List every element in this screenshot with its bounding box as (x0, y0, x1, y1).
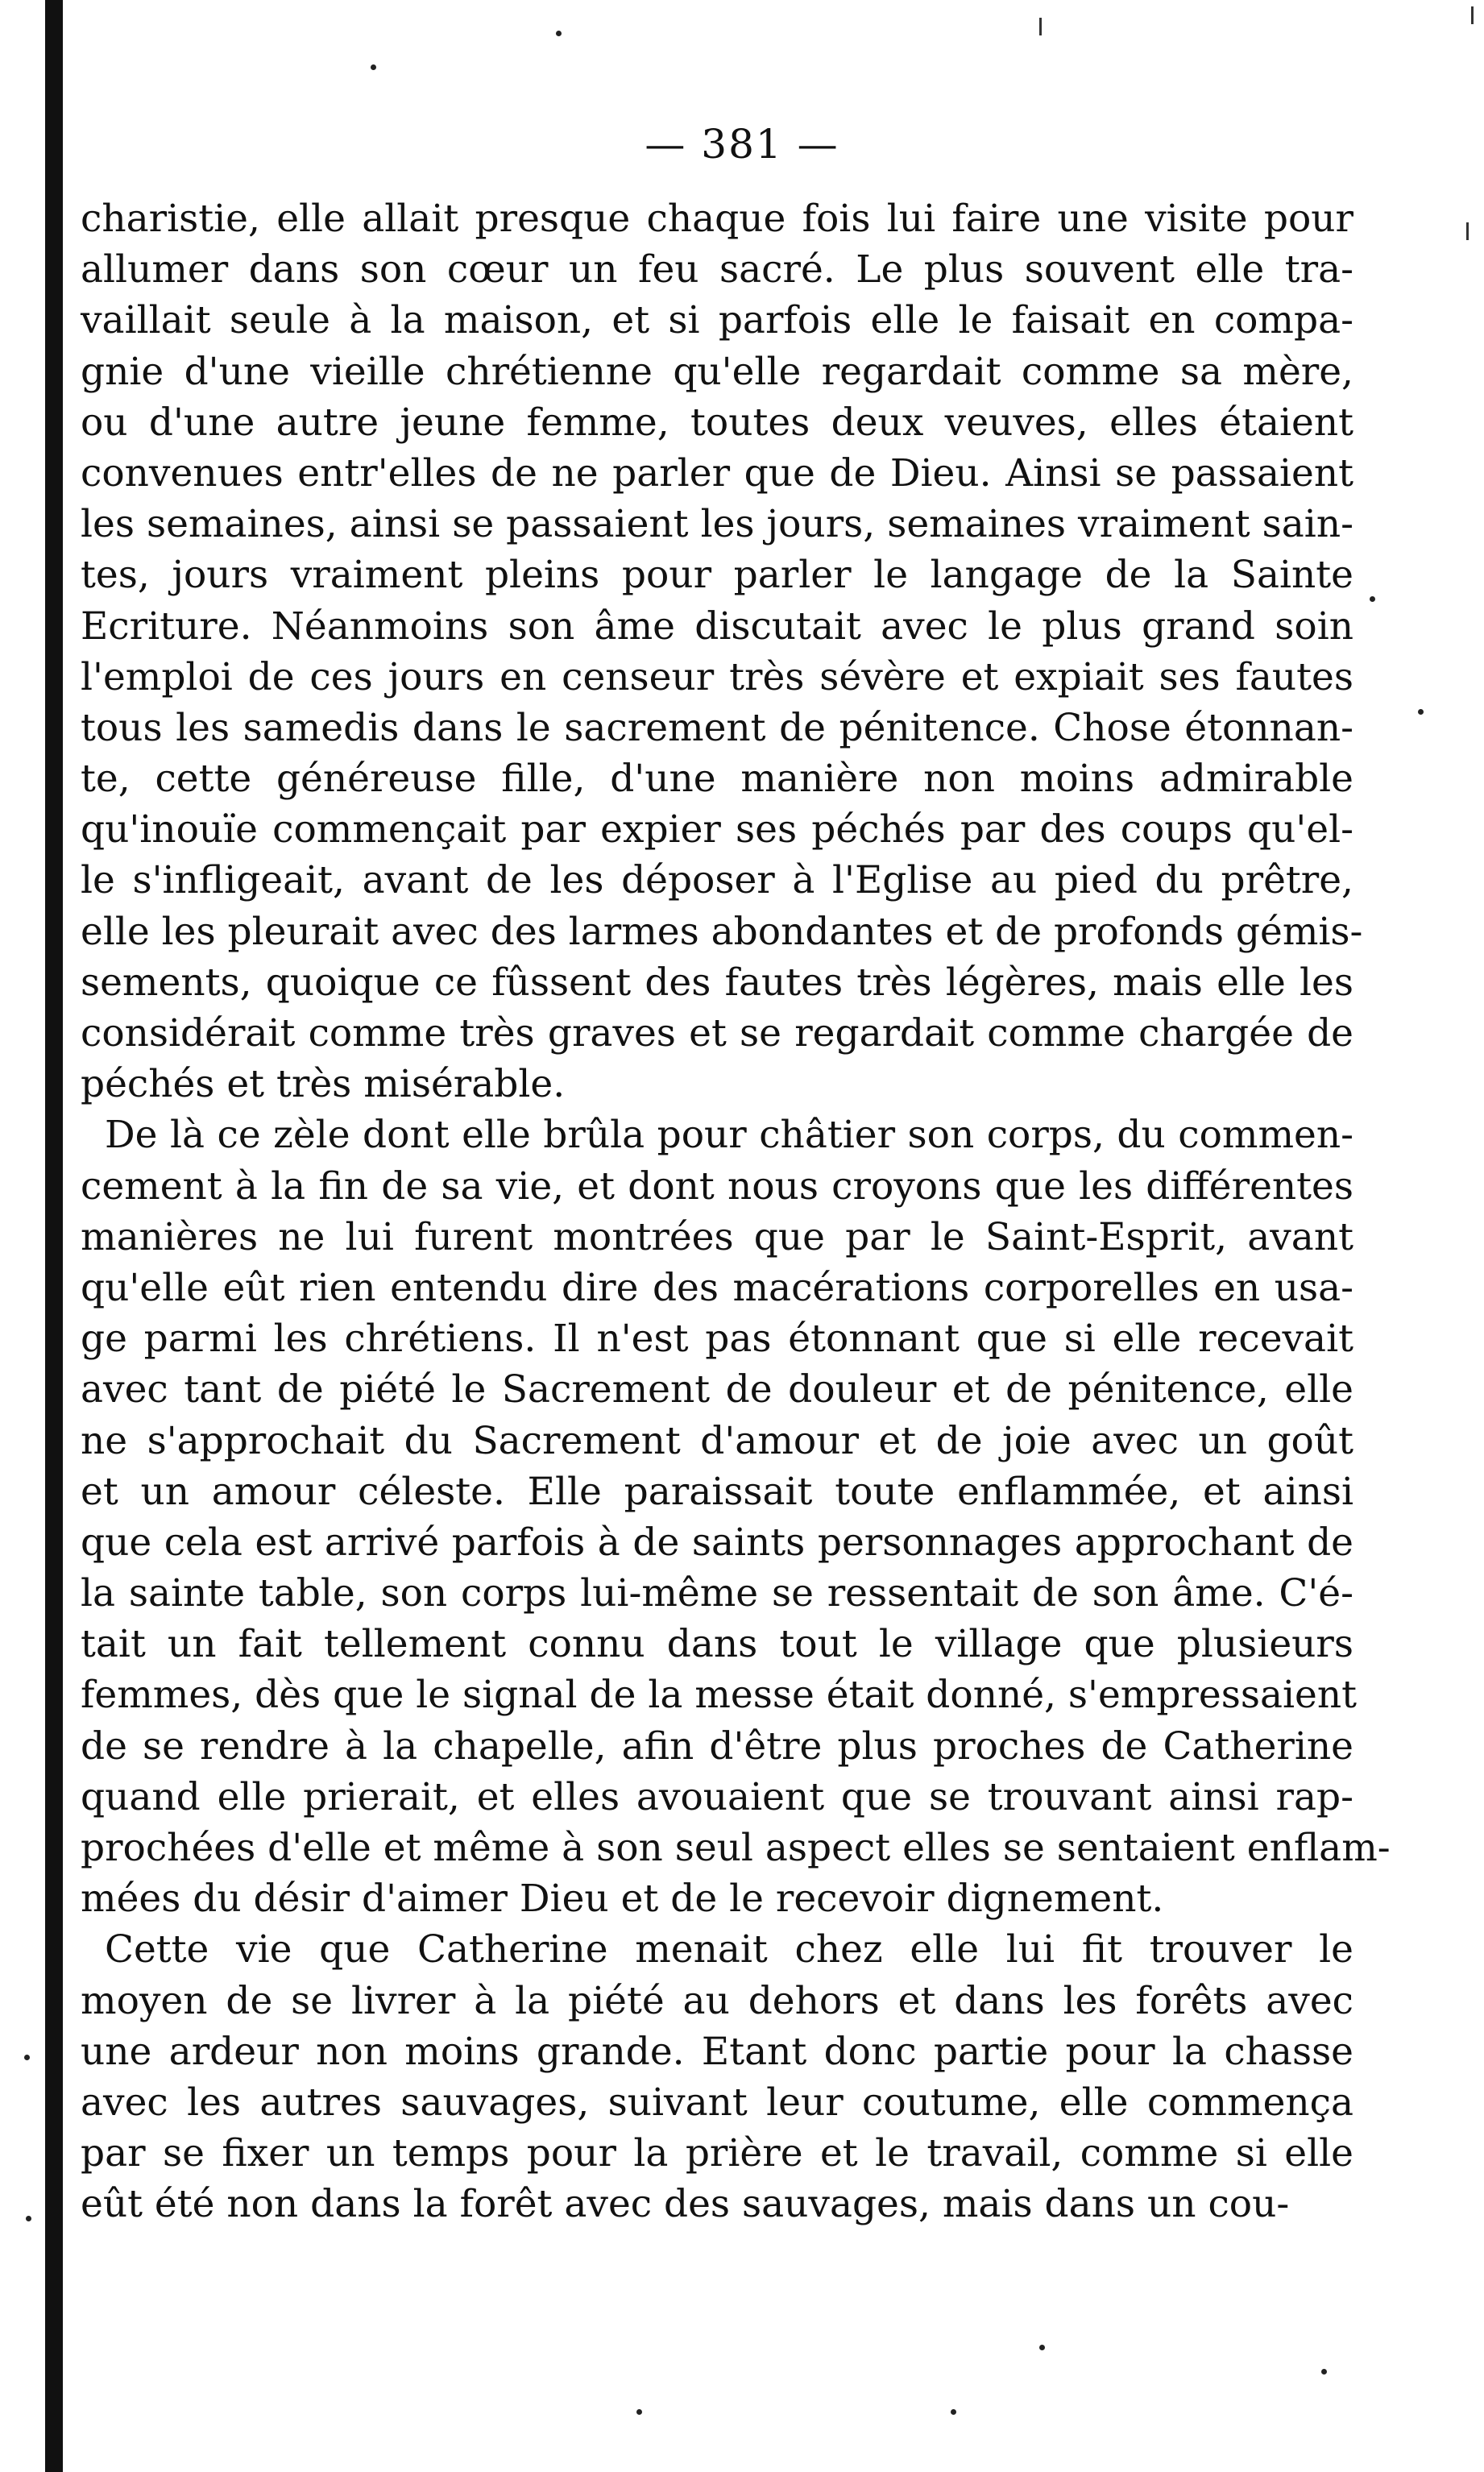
text-line: tait un fait tellement connu dans tout le village que plusieurs (81, 1622, 1353, 1667)
page-number: — 381 — (645, 121, 839, 168)
scan-speck (371, 64, 376, 70)
text-line: et un amour céleste. Elle paraissait toute enflammée, et ainsi (81, 1469, 1353, 1514)
text-line: considérait comme très graves et se regardait comme chargée de (81, 1011, 1353, 1056)
scan-speck (24, 2055, 30, 2060)
text-line: moyen de se livrer à la piété au dehors et dans les forêts avec (81, 1978, 1353, 2023)
scan-speck (1370, 596, 1375, 602)
text-line: gnie d'une vieille chrétienne qu'elle regardait comme sa mère, (81, 349, 1353, 394)
text-line: tous les samedis dans le sacrement de pénitence. Chose étonnan- (81, 705, 1353, 750)
text-line: tes, jours vraiment pleins pour parler le langage de la Sainte (81, 553, 1353, 598)
text-line: manières ne lui furent montrées que par le Saint-Esprit, avant (81, 1214, 1353, 1259)
text-line: femmes, dès que le signal de la messe était donné, s'empressaient (81, 1673, 1357, 1718)
text-line: mées du désir d'aimer Dieu et de le recevoir dignement. (81, 1877, 1164, 1922)
body-text (81, 193, 1391, 2230)
scan-speck (951, 2409, 956, 2415)
scan-speck (26, 2216, 31, 2221)
text-line: convenues entr'elles de ne parler que de Dieu. Ainsi se passaient (81, 450, 1353, 496)
text-line: qu'elle eût rien entendu dire des macérations corporelles en usa- (81, 1265, 1353, 1310)
text-line: par se fixer un temps pour la prière et le travail, comme si elle (81, 2131, 1353, 2176)
text-line: qu'inouïe commençait par expier ses péchés par des coups qu'el- (81, 807, 1353, 852)
text-line: Ecriture. Néanmoins son âme discutait avec le plus grand soin (81, 603, 1353, 649)
text-line: vaillait seule à la maison, et si parfois elle le faisait en compa- (81, 298, 1353, 343)
scan-speck (1418, 709, 1424, 715)
text-line: que cela est arrivé parfois à de saints personnages approchant de (81, 1520, 1353, 1565)
text-line: quand elle prierait, et elles avouaient que se trouvant ainsi rap- (81, 1774, 1353, 1819)
text-line: Cette vie que Catherine menait chez elle lui fit trouver le (105, 1927, 1353, 1972)
text-line: eût été non dans la forêt avec des sauvages, mais dans un cou- (81, 2182, 1290, 2227)
scan-speck (556, 31, 562, 36)
text-line: le s'infligeait, avant de les déposer à l'Eglise au pied du prêtre, (81, 858, 1353, 903)
text-line: ne s'approchait du Sacrement d'amour et de joie avec un goût (81, 1418, 1353, 1463)
text-line: allumer dans son cœur un feu sacré. Le plus souvent elle tra- (81, 247, 1353, 292)
text-line: la sainte table, son corps lui-même se ressentait de son âme. C'é- (81, 1571, 1353, 1616)
scan-speck (636, 2409, 642, 2415)
paragraph-1 (81, 193, 1363, 1109)
text-line: ou d'une autre jeune femme, toutes deux veuves, elles étaient (81, 400, 1353, 445)
text-line: avec tant de piété le Sacrement de douleur et de pénitence, elle (81, 1367, 1353, 1412)
text-line: prochées d'elle et même à son seul aspect elles se sentaient enflam- (81, 1826, 1391, 1870)
text-line: charistie, elle allait presque chaque fois lui faire une visite pour (81, 197, 1353, 241)
scan-speck (1321, 2369, 1327, 2375)
text-line: cement à la fin de sa vie, et dont nous croyons que les différentes (81, 1163, 1353, 1209)
text-line: De là ce zèle dont elle brûla pour châtier son corps, du commen- (105, 1113, 1353, 1158)
text-line: les semaines, ainsi se passaient les jours, semaines vraiment sain- (81, 502, 1353, 547)
paragraph-2 (81, 1109, 1391, 1924)
scan-speck (1039, 2345, 1045, 2350)
binding-edge (45, 0, 63, 2472)
text-line: ge parmi les chrétiens. Il n'est pas étonnant que si elle recevait (81, 1317, 1353, 1362)
text-line: elle les pleurait avec des larmes abondantes et de profonds gémis- (81, 909, 1363, 954)
text-line: sements, quoique ce fûssent des fautes très légères, mais elle les (81, 960, 1353, 1005)
text-line: de se rendre à la chapelle, afin d'être plus proches de Catherine (81, 1723, 1353, 1769)
text-line: l'emploi de ces jours en censeur très sévère et expiait ses fautes (81, 654, 1353, 699)
text-line: te, cette généreuse fille, d'une manière non moins admirable (81, 757, 1353, 802)
scan-speck (1039, 18, 1042, 35)
scan-speck (1471, 6, 1474, 24)
text-line: avec les autres sauvages, suivant leur coutume, elle commença (81, 2080, 1353, 2125)
scan-speck (1466, 222, 1469, 240)
text-line: péchés et très misérable. (81, 1062, 566, 1107)
paragraph-3 (81, 1924, 1353, 2229)
text-line: une ardeur non moins grande. Etant donc partie pour la chasse (81, 2029, 1353, 2074)
